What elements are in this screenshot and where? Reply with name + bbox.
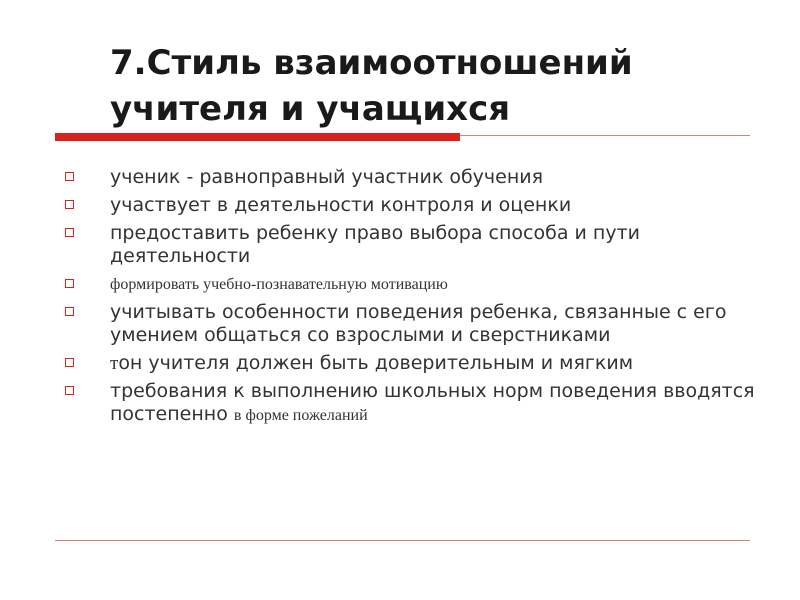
hollow-square-icon (65, 228, 74, 237)
bullet-text: формировать учебно-познавательную мотивацию (110, 276, 448, 293)
bullet-text-lead: т (110, 353, 119, 374)
bullet-item-2 (65, 194, 770, 217)
bullet-item-6 (65, 352, 770, 375)
bullet-text: учитывать особенности поведения ребенка, связанные с его умением общаться со взрослыми и сверстниками (110, 301, 727, 346)
bullet-text: участвует в деятельности контроля и оценки (110, 194, 572, 216)
hollow-square-icon (65, 307, 74, 316)
bullet-item-1 (65, 166, 770, 189)
title-accent-bar (55, 133, 460, 141)
hollow-square-icon (65, 386, 74, 395)
hollow-square-icon (65, 200, 74, 209)
hollow-square-icon (65, 172, 74, 181)
footer-rule (55, 540, 750, 541)
hollow-square-icon (65, 358, 74, 367)
bullet-item-4 (65, 273, 770, 296)
hollow-square-icon (65, 279, 74, 288)
bullet-text: предоставить ребенку право выбора способа и пути деятельности (110, 222, 640, 267)
bullet-text: ученик - равноправный участник обучения (110, 166, 544, 188)
slide-title-line-2: учителя и учащихся (110, 89, 511, 129)
bullet-text: требования к выполнению школьных норм поведения вводятся постепенно (110, 380, 755, 425)
slide-title (110, 40, 790, 132)
bullet-item-3 (65, 222, 770, 268)
bullet-text: он учителя должен быть доверительным и мягким (118, 352, 634, 374)
bullet-item-5 (65, 301, 770, 347)
slide-title-line-1: 7.Стиль взаимоотношений (110, 43, 633, 83)
bullet-text-suffix: в форме пожеланий (233, 407, 368, 424)
bullet-list (65, 166, 770, 432)
bullet-item-7 (65, 380, 770, 427)
